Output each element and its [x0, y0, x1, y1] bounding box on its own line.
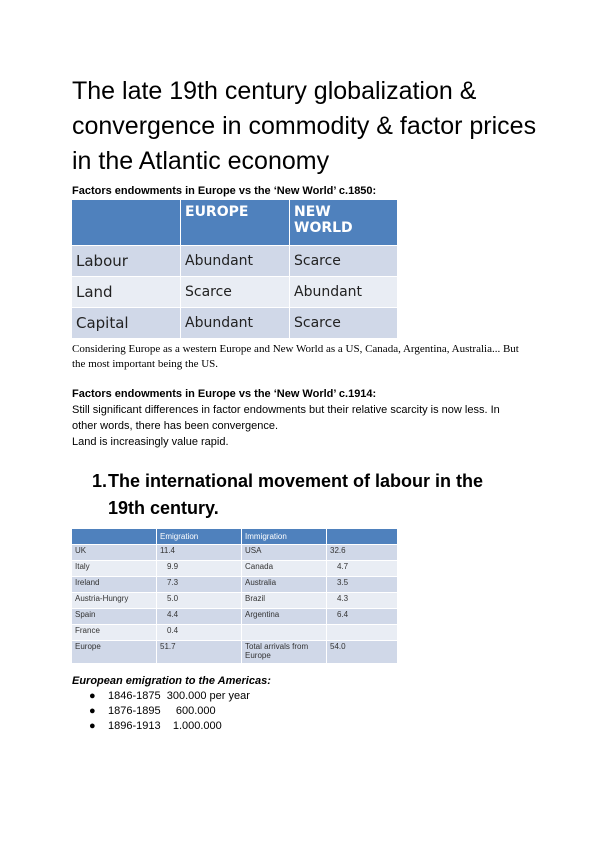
list-item-text: 1846-1875 300.000 per year: [108, 690, 250, 702]
table-cell: 7.3: [157, 577, 242, 593]
table-cell: Australia: [242, 577, 327, 593]
endowments-1914-line2: Land is increasingly value rapid.: [72, 436, 229, 448]
table-header-cell: Emigration: [157, 529, 242, 545]
table-row: [72, 593, 398, 609]
emigration-list: [72, 689, 250, 734]
table-cell: 4.3: [327, 593, 398, 609]
table-header-cell: [72, 529, 157, 545]
table-cell: Abundant: [181, 308, 290, 339]
table-cell: 4.4: [157, 609, 242, 625]
table-cell: Brazil: [242, 593, 327, 609]
table-cell: Capital: [72, 308, 181, 339]
table-header-cell: NEW WORLD: [290, 200, 398, 246]
table-cell: 4.7: [327, 561, 398, 577]
list-item: [72, 689, 250, 704]
table-cell: USA: [242, 545, 327, 561]
table-row: [72, 641, 398, 664]
table-cell: 0.4: [157, 625, 242, 641]
table-cell: Argentina: [242, 609, 327, 625]
list-item-text: 1876-1895 600.000: [108, 705, 216, 717]
table-header-row: [72, 529, 398, 545]
section-heading: [92, 468, 522, 522]
table-cell: Spain: [72, 609, 157, 625]
page-title: The late 19th century globalization & convergence in commodity & factor prices in the Atlantic economy: [72, 77, 537, 175]
endowments-1850-label: Factors endowments in Europe vs the ‘New World’ c.1850:: [72, 185, 377, 197]
table-cell: UK: [72, 545, 157, 561]
table-row: [72, 308, 398, 339]
endowments-1914-text: [72, 402, 527, 450]
table-header-cell: Immigration: [242, 529, 327, 545]
table-cell: 3.5: [327, 577, 398, 593]
table-header-cell: [327, 529, 398, 545]
table-cell: 9.9: [157, 561, 242, 577]
section-number: 1.: [92, 471, 108, 491]
table-cell: 11.4: [157, 545, 242, 561]
table-cell: [242, 625, 327, 641]
bullet-icon: ●: [89, 705, 96, 717]
endowments-1914-label: Factors endowments in Europe vs the ‘New World’ c.1914:: [72, 388, 377, 400]
table-cell: Europe: [72, 641, 157, 664]
table-cell: 54.0: [327, 641, 398, 664]
table-row: [72, 561, 398, 577]
bullet-icon: ●: [89, 690, 96, 702]
emigration-label: European emigration to the Americas:: [72, 675, 271, 687]
table-row: [72, 577, 398, 593]
table-cell: Austria-Hungry: [72, 593, 157, 609]
table-header-row: [72, 200, 398, 246]
note-1850: Considering Europe as a western Europe and New World as a US, Canada, Argentina, Australia... But the most important being the US.: [72, 343, 519, 370]
table-cell: Italy: [72, 561, 157, 577]
table-header-cell: EUROPE: [181, 200, 290, 246]
table-cell: France: [72, 625, 157, 641]
migration-table: [72, 529, 398, 663]
table-cell: Abundant: [181, 246, 290, 277]
table-cell: Ireland: [72, 577, 157, 593]
endowments-1850-table: [72, 200, 398, 338]
list-item-text: 1896-1913 1.000.000: [108, 720, 222, 732]
section-title: The international movement of labour in the 19th century.: [108, 471, 484, 518]
table-row: [72, 277, 398, 308]
table-cell: Scarce: [181, 277, 290, 308]
table-cell: Canada: [242, 561, 327, 577]
table-cell: Labour: [72, 246, 181, 277]
table-row: [72, 246, 398, 277]
table-header-cell: [72, 200, 181, 246]
table-cell: Scarce: [290, 308, 398, 339]
table-cell: Scarce: [290, 246, 398, 277]
bullet-icon: ●: [89, 720, 96, 732]
table-row: [72, 625, 398, 641]
table-cell: 51.7: [157, 641, 242, 664]
table-cell: Land: [72, 277, 181, 308]
table-cell: 6.4: [327, 609, 398, 625]
endowments-1914-line1: Still significant differences in factor endowments but their relative scarcity is now less. In other words, there has been convergence.: [72, 404, 500, 432]
table-row: [72, 545, 398, 561]
table-cell: Abundant: [290, 277, 398, 308]
table-cell: 5.0: [157, 593, 242, 609]
list-item: [72, 704, 250, 719]
list-item: [72, 719, 250, 734]
table-cell: 32.6: [327, 545, 398, 561]
table-cell: Total arrivals from Europe: [242, 641, 327, 664]
table-cell: [327, 625, 398, 641]
table-row: [72, 609, 398, 625]
